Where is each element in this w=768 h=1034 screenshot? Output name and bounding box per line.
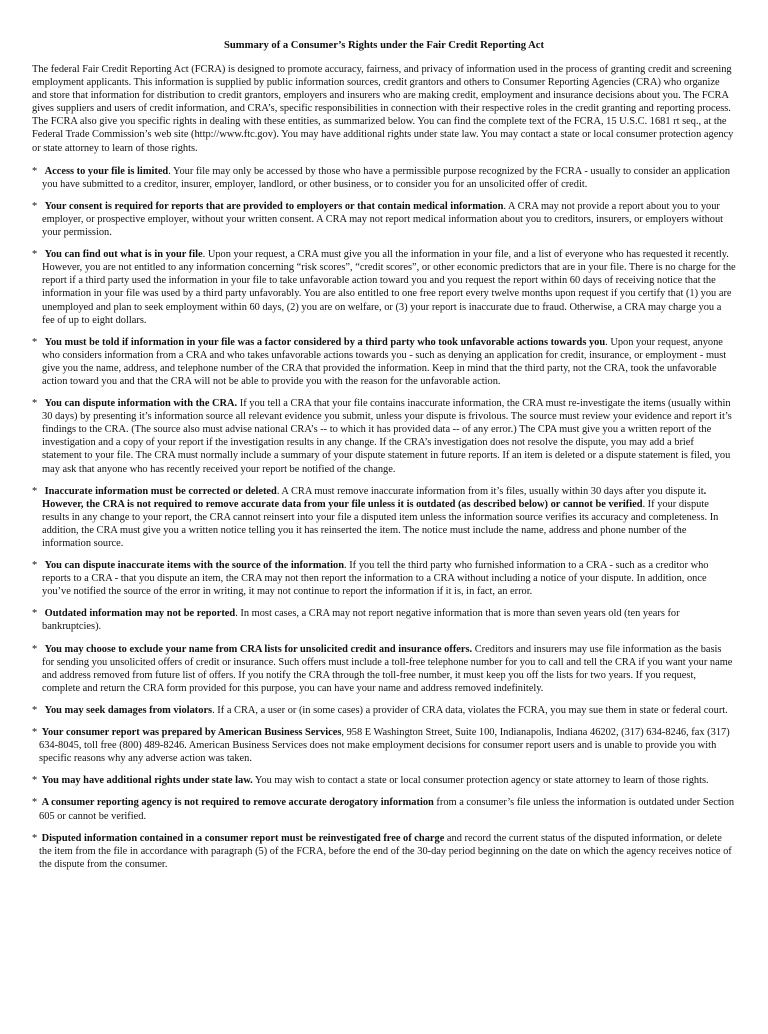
right-text: . Upon your request, anyone who considers information from a CRA and who takes unfavorable actions towards you - such as denying an application for credit, insurance, or employment - must give you the name, address, and telephone number of the CRA that provided the information. Keep in mind that the third party, not the CRA, took the unfavorable action toward you and that the CRA will not be able to provide you with the reason for the unfavorable action. — [42, 336, 727, 387]
right-text: If you tell a CRA that your file contains inaccurate information, the CRA must re-investigate the items (usually within 30 days) by presenting it’s information source all relevant evidence you submit, unless your dispute is frivolous. The source must review your evidence and report it’s findings to the CRA. (The source also must advise national CRA’s -- to which it has provided data -- of any error.) The CPA must give you a written report of the investigation and a copy of your report if the investigation results in any change. If the CRA’s investigation does not resolve the dispute, you may add a brief statement to your file. The CRA must normally include a summary of your dispute statement in future reports. If an item is deleted or a dispute statement is filed, you may ask that anyone who has recently received your report be notified of the change. — [42, 398, 732, 475]
bullet-star: * — [32, 832, 38, 844]
notice-state-law — [32, 774, 736, 787]
right-text: . Your file may only be accessed by those who have a permissible purpose recognized by the FCRA - usually to consider an application you have submitted to a creditor, insurer, employer, landlord, or other business, or to consider you for an unsolicited offer of credit. — [42, 165, 731, 190]
right-heading: You can find out what is in your file — [44, 249, 203, 261]
right-item-outdated — [32, 607, 736, 633]
bullet-star: * — [32, 727, 38, 739]
right-heading: You can dispute information with the CRA. — [44, 398, 238, 410]
notice-text: You may wish to contact a state or local consumer protection agency or state attorney to learn of those rights. — [252, 775, 709, 787]
right-heading: Outdated information may not be reported — [44, 608, 236, 620]
right-item-file-contents — [32, 248, 736, 327]
notice-report-preparer — [32, 726, 736, 765]
bullet-star: * — [32, 398, 38, 410]
right-heading: Your consent is required for reports that are provided to employers or that contain medical information — [44, 200, 504, 212]
right-heading: You must be told if information in your file was a factor considered by a third party who took unfavorable actions towards you — [44, 336, 606, 348]
right-heading: You may choose to exclude your name from CRA lists for unsolicited credit and insurance offers. — [44, 643, 473, 655]
bullet-star: * — [32, 797, 38, 809]
right-heading-secondary: . However, the CRA is not required to remove accurate data from your file unless it is outdated (as described below) or cannot be verified — [42, 485, 707, 510]
notice-text: , 958 E Washington Street, Suite 100, Indianapolis, Indiana 46202, (317) 634-8246, fax (317) 634-8045, toll free (800) 489-8246. American Business Services does not make employment decisions for consumer report users and is unable to provide you with specific reasons why any adverse action was taken. — [39, 727, 730, 765]
notice-accurate-derogatory — [32, 796, 736, 822]
right-heading: You can dispute inaccurate items with the source of the information — [44, 560, 344, 572]
notice-heading: A consumer reporting agency is not required to remove accurate derogatory information — [41, 797, 434, 809]
bullet-star: * — [32, 165, 38, 177]
notice-text: from a consumer’s file unless the information is outdated under Section 605 or cannot be verified. — [39, 797, 735, 822]
right-text: Creditors and insurers may use file information as the basis for sending you unsolicited offers of credit or insurance. Such offers must include a toll-free telephone number for you to call and tell the CRA if you want your name and address removed from future list of offers. If you notify the CRA through the toll-free number, it must keep you off the lists for two years. If you request, complete and return the CRA form provided for this purpose, you can have your name and address removed indefinitely. — [42, 643, 733, 694]
bullet-star: * — [32, 560, 38, 572]
right-heading: Inaccurate information must be corrected or deleted — [44, 485, 277, 497]
notice-heading: Disputed information contained in a consumer report must be reinvestigated free of charge — [41, 832, 445, 844]
bullet-star: * — [32, 643, 38, 655]
right-text: . If you tell the third party who furnished information to a CRA - such as a creditor who reports to a CRA - that you dispute an item, the CRA may not then report the information to a CRA without including a notice of your dispute. In addition, once you’ve notified the source of the error in writing, it may not continue to report the information if it is, in fact, an error. — [42, 560, 709, 598]
bullet-star: * — [32, 200, 38, 212]
right-item-access — [32, 165, 736, 191]
notice-text: and record the current status of the disputed information, or delete the item from the file in accordance with paragraph (5) of the FCRA, before the end of the 30-day period beginning on the date on which the agency receives notice of the dispute from the consumer. — [39, 832, 732, 870]
right-item-consent — [32, 200, 736, 239]
right-item-unfavorable-action — [32, 336, 736, 388]
bullet-star: * — [32, 336, 38, 348]
right-item-dispute-cra — [32, 397, 736, 476]
document-page — [0, 40, 768, 871]
notice-heading: You may have additional rights under state law. — [41, 775, 253, 787]
bullet-star: * — [32, 485, 38, 497]
bullet-star: * — [32, 704, 38, 716]
right-item-exclude-name — [32, 643, 736, 695]
right-text-secondary: . If your dispute results in any change to your report, the CRA cannot reinsert into your file a disputed item unless the information source verifies its accuracy and completeness. In addition, the CRA must give you a written notice telling you it has reinserted the item. The notice must include the name, address and phone number of the information source. — [42, 498, 719, 549]
bullet-star: * — [32, 249, 38, 261]
right-text: . In most cases, a CRA may not report negative information that is more than seven years old (ten years for bankruptcies). — [42, 608, 680, 633]
right-text: . Upon your request, a CRA must give you all the information in your file, and a list of everyone who has requested it recently. However, you are not entitled to any information concerning “risk scores”, “credit scores”, or other economic predictors that are in your file. There is no charge for the report if a third party used the information in your file to take unfavorable action toward you and you request the report within 60 days of receiving notice that the information in your file was used by a third party unfavorably. You are also entitled to one free report every twelve months upon request if you certify that (1) you are unemployed and plan to seek employment within 60 days, (2) you are on welfare, or (3) your report is inaccurate due to fraud. Otherwise, a CRA may charge you a fee of up to eight dollars. — [42, 249, 736, 326]
right-text: . A CRA must remove inaccurate information from it’s files, usually within 30 days after you dispute it — [276, 485, 704, 497]
bullet-star: * — [32, 775, 38, 787]
right-heading: You may seek damages from violators — [44, 704, 213, 716]
notice-heading: Your consumer report was prepared by American Business Services — [41, 727, 342, 739]
document-title: Summary of a Consumer’s Rights under the Fair Credit Reporting Act — [224, 40, 544, 51]
right-item-dispute-source — [32, 559, 736, 598]
right-text: . A CRA may not provide a report about you to your employer, or prospective employer, without your written consent. A CRA may not report medical information about you to creditors, insurers, or employers without your permission. — [42, 200, 724, 239]
right-heading: Access to your file is limited — [44, 165, 169, 177]
right-item-inaccurate — [32, 485, 736, 550]
notice-reinvestigation — [32, 832, 736, 871]
intro-paragraph: The federal Fair Credit Reporting Act (FCRA) is designed to promote accuracy, fairness, and privacy of information used in the process of granting credit and screening employment applicants. This information is supplied by public information sources, credit grantors and others to Consumer Reporting Agencies (CRA) who organize and store that information for distribution to credit grantors, employers and insurers who are making credit, employment and insurance decisions about you. The FCRA gives suppliers and users of credit information, and CRA’s, specific responsibilities in connection with their respective roles in the credit granting and reporting process. The FCRA also give you specific rights in dealing with these entities, as summarized below. You can find the complete text of the FCRA, 15 U.S.C. 1681 rt seq., at the Federal Trade Commission’s web site (http://www.ftc.gov). You may have additional rights under state law. You may contact a state or local consumer protection agency or state attorney to learn of those rights. — [32, 64, 734, 154]
bullet-star: * — [32, 608, 38, 620]
right-text: . If a CRA, a user or (in some cases) a provider of CRA data, violates the FCRA, you may sue them in state or federal court. — [212, 704, 728, 716]
right-item-damages — [32, 704, 736, 717]
